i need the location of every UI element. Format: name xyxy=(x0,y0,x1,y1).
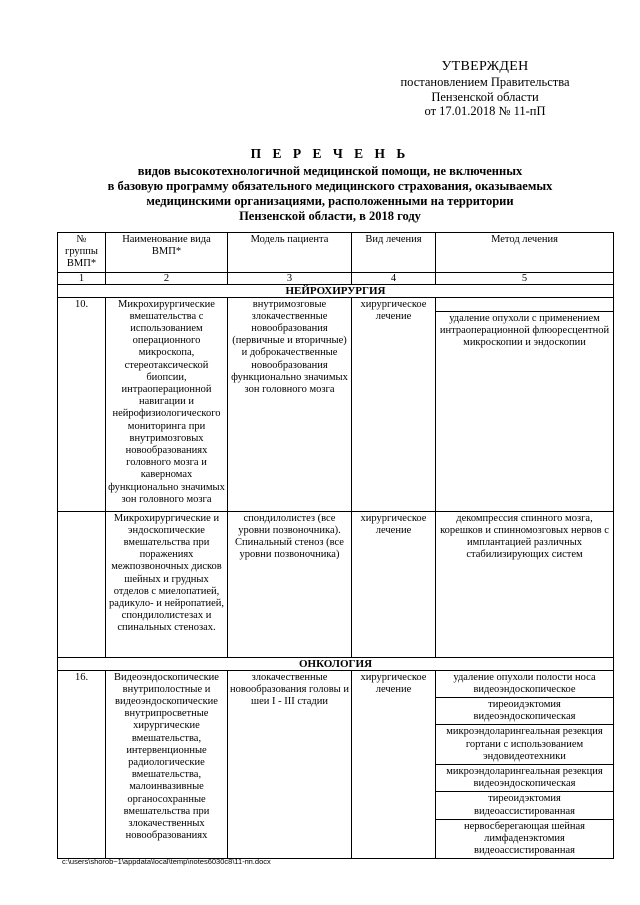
column-number: 5 xyxy=(436,272,614,284)
column-number-row xyxy=(58,272,614,284)
approval-heading: УТВЕРЖДЕН xyxy=(441,59,529,74)
group-number-cell xyxy=(58,511,106,657)
column-number: 1 xyxy=(58,272,106,284)
table-row xyxy=(58,670,614,859)
section-title: ОНКОЛОГИЯ xyxy=(58,657,614,670)
method-item: удаление опухоли с применением интраоперационной флюоресцентной микроскопии и эндоскопии xyxy=(439,312,610,349)
approval-line: от 17.01.2018 № 11-пП xyxy=(424,104,546,118)
method-item: тиреоидэктомия видеоассистированная xyxy=(436,792,613,819)
group-number-cell: 16. xyxy=(58,670,106,859)
title-line: видов высокотехнологичной медицинской помощи, не включенных xyxy=(137,164,523,178)
group-number-cell: 10. xyxy=(58,297,106,511)
patient-model-cell: спондилолистез (все уровни позвоночника). Спинальный стеноз (все уровни позвоночника) xyxy=(228,511,352,657)
title-line: Пензенской области, в 2018 году xyxy=(239,209,421,223)
treatment-methods-cell xyxy=(436,670,614,859)
file-path-footer: c:\users\shorob~1\appdata\local\temp\notes6030c8\11-пп.docx xyxy=(62,857,271,866)
section-row xyxy=(58,284,614,297)
vmp-name-cell: Микрохирургические вмешательства с использованием операционного микроскопа, стереотаксической биопсии, интраоперационной навигации и нейрофизиологического мониторинга при внутримозговых новообразованиях головного мозга и каверномах функционально значимых зон головного мозга xyxy=(106,297,228,511)
vmp-table xyxy=(57,232,614,859)
header-group-number: № группы ВМП* xyxy=(58,233,106,273)
approval-line: Пензенской области xyxy=(431,89,539,104)
method-item: микроэндоларингеальная резекция гортани с использованием эндовидеотехники xyxy=(436,725,613,765)
treatment-type-cell: хирургическое лечение xyxy=(352,670,436,859)
patient-model-cell: злокачественные новообразования головы и шеи I - III стадии xyxy=(228,670,352,859)
treatment-methods-cell xyxy=(436,511,614,657)
approval-block xyxy=(380,58,590,119)
method-item: микроэндоларингеальная резекция видеоэндоскопическая xyxy=(436,765,613,792)
header-vmp-name: Наименование вида ВМП* xyxy=(106,233,228,273)
table-header-row xyxy=(58,233,614,273)
patient-model-cell: внутримозговые злокачественные новообразования (первичные и вторичные) и доброкачественные новообразования функционально значимых зон головного мозга xyxy=(228,297,352,511)
table-row xyxy=(58,511,614,657)
method-item: нервосберегающая шейная лимфаденэктомия видеоассистированная xyxy=(464,820,585,857)
title-word: П Е Р Е Ч Е Н Ь xyxy=(250,146,410,161)
title-line: медицинскими организациями, расположенными на территории xyxy=(146,194,514,208)
method-item: декомпрессия спинного мозга, корешков и спинномозговых нервов с имплантацией различных стабилизирующих систем xyxy=(440,512,609,561)
document-title xyxy=(60,146,600,224)
treatment-type-cell: хирургическое лечение xyxy=(352,511,436,657)
column-number: 2 xyxy=(106,272,228,284)
column-number: 3 xyxy=(228,272,352,284)
vmp-name-cell: Видеоэндоскопические внутриполостные и видеоэндоскопические внутрипросветные хирургические вмешательства, интервенционные радиологические вмешательства, малоинвазивные органосохранные вмешательства при злокачественных новообразованиях xyxy=(106,670,228,859)
method-item: удаление опухоли полости носа видеоэндоскопическое xyxy=(436,671,613,698)
header-patient-model: Модель пациента xyxy=(228,233,352,273)
treatment-type-cell: хирургическое лечение xyxy=(352,297,436,511)
section-row xyxy=(58,657,614,670)
method-item: тиреоидэктомия видеоэндоскопическая xyxy=(436,698,613,725)
column-number: 4 xyxy=(352,272,436,284)
header-treatment-method: Метод лечения xyxy=(436,233,614,273)
approval-line: постановлением Правительства xyxy=(400,75,570,89)
title-line: в базовую программу обязательного медицинского страхования, оказываемых xyxy=(107,179,553,193)
section-title: НЕЙРОХИРУРГИЯ xyxy=(58,284,614,297)
vmp-name-cell: Микрохирургические и эндоскопические вмешательства при поражениях межпозвоночных дисков шейных и грудных отделов с миелопатией, радикуло- и нейропатией, спондилолистезах и спинальных стенозах. xyxy=(106,511,228,657)
table-row xyxy=(58,297,614,511)
method-item xyxy=(436,298,613,312)
treatment-methods-cell xyxy=(436,297,614,511)
header-treatment-type: Вид лечения xyxy=(352,233,436,273)
